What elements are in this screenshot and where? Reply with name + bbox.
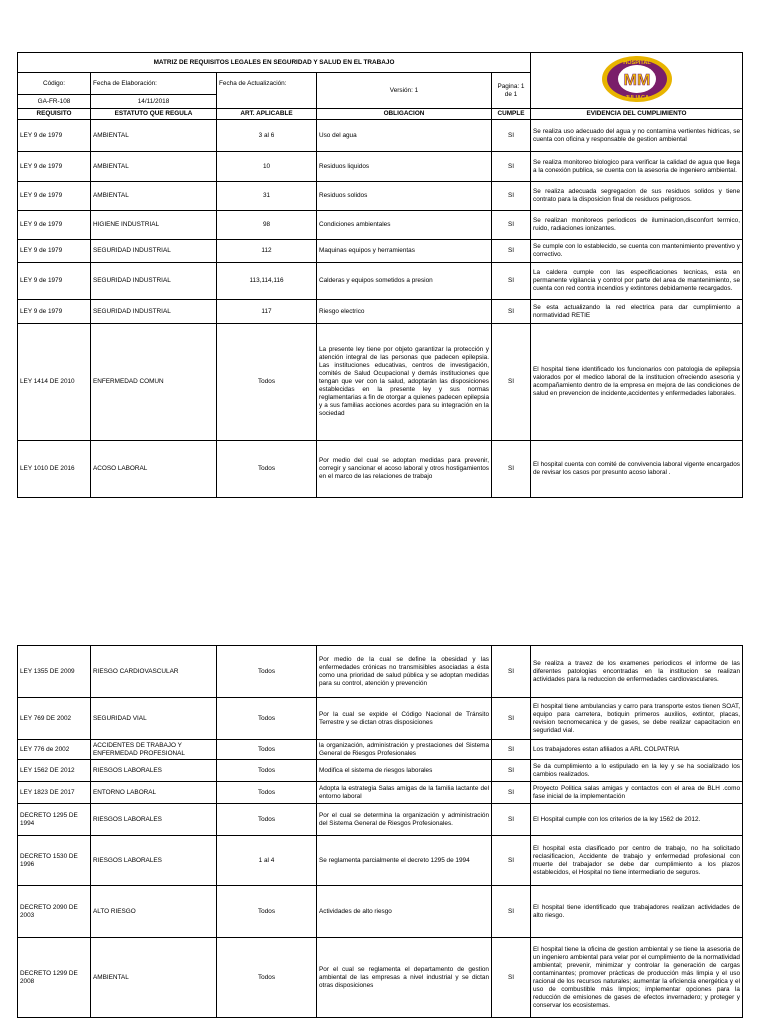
cell-estatuto: RIESGO CARDIOVASCULAR [91, 646, 217, 698]
table-body-page1 [18, 120, 743, 498]
cell-estatuto: RIESGOS LABORALES [91, 804, 217, 836]
table-row [18, 211, 743, 240]
cell-evidencia: El hospital tiene identificado los funcionarios con patologia de epilepsia valorados por el medico laboral de la institucion ofreciendo asesoria y acompañamiento dentro de la empresa en mejora de las condiciones de salud en prevencion de incidente,accidentes y enfermedades laborales. [531, 324, 743, 441]
cell-cumple: SI [492, 938, 531, 1018]
cell-art: 112 [217, 240, 317, 263]
cell-requisito: LEY 9 de 1979 [18, 263, 91, 300]
cell-evidencia: El hospital tiene la oficina de gestion ambiental y se tiene la asesoria de un ingeniero ambiental para velar por el cumplimiento de la normatividad ambiental; prevenir, minimizar y controlar la generación de cargas contaminantes; promover prácticas de producción más limpia y el uso racional de los recursos naturales; aumentar la eficiencia energética y el uso de combustible más limpios; implementar opciones para la reducción de emisiones de gases de efectos invernadero; y proteger y conservar los ecosistemas. [531, 938, 743, 1018]
cell-art: Todos [217, 760, 317, 782]
cell-art: 1 al 4 [217, 836, 317, 886]
cell-estatuto: AMBIENTAL [91, 152, 217, 182]
cell-cumple: SI [492, 240, 531, 263]
cell-obligacion: Por medio del cual se adoptan medidas para prevenir, corregir y sancionar el acoso laboral y otros hostigamientos en el marco de las relaciones de trabajo [317, 441, 492, 498]
cell-obligacion: Residuos liquidos [317, 152, 492, 182]
cell-cumple: SI [492, 441, 531, 498]
cell-obligacion: Se reglamenta parcialmente el decreto 1295 de 1994 [317, 836, 492, 886]
logo-top-text: HOSPITAL [622, 60, 651, 66]
cell-evidencia: Se realizan monitoreos periodicos de iluminacion,disconfort termico, ruido, radiaciones ionizantes. [531, 211, 743, 240]
cell-evidencia: Se da cumplimiento a lo estipulado en la ley y se ha socializado los cambios realizados. [531, 760, 743, 782]
cell-requisito: LEY 9 de 1979 [18, 300, 91, 324]
cell-cumple: SI [492, 152, 531, 182]
table-row [18, 120, 743, 152]
cell-art: Todos [217, 698, 317, 740]
cell-cumple: SI [492, 324, 531, 441]
cell-obligacion: Modifica el sistema de riesgos laborales [317, 760, 492, 782]
cell-estatuto: AMBIENTAL [91, 182, 217, 211]
cell-evidencia: Los trabajadores estan afiliados a ARL COLPATRIA [531, 740, 743, 760]
cell-obligacion: Uso del agua [317, 120, 492, 152]
cell-requisito: DECRETO 1295 DE 1994 [18, 804, 91, 836]
cell-art: Todos [217, 646, 317, 698]
cell-art: Todos [217, 324, 317, 441]
cell-requisito: DECRETO 1299 DE 2008 [18, 938, 91, 1018]
cell-evidencia: El Hospital cumple con los criterios de la ley 1562 de 2012. [531, 804, 743, 836]
cell-cumple: SI [492, 886, 531, 938]
cell-art: Todos [217, 441, 317, 498]
cell-art: 3 al 6 [217, 120, 317, 152]
cell-obligacion: Actividades de alto riesgo [317, 886, 492, 938]
cell-art: 10 [217, 152, 317, 182]
table-row [18, 782, 743, 804]
table-row [18, 804, 743, 836]
logo-letters: MM [623, 72, 650, 89]
cell-art: Todos [217, 886, 317, 938]
cell-requisito: DECRETO 1530 DE 1996 [18, 836, 91, 886]
cell-evidencia: Se realiza uso adecuado del agua y no contamina vertientes hidricas, se cuenta con oficina y responsable de gestion ambiental [531, 120, 743, 152]
cell-estatuto: RIESGOS LABORALES [91, 836, 217, 886]
cell-requisito: LEY 9 de 1979 [18, 211, 91, 240]
cell-requisito: LEY 1010 DE 2016 [18, 441, 91, 498]
col-estatuto: ESTATUTO QUE REGULA [91, 109, 217, 120]
cell-obligacion: Por el cual se determina la organización y administración del Sistema General de Riesgos Profesionales. [317, 804, 492, 836]
cell-cumple: SI [492, 760, 531, 782]
table-row [18, 698, 743, 740]
cell-evidencia: Se realiza monitoreo biologico para verificar la calidad de agua que llega a la conexión publica, se cuenta con la asesoria de ingeniero ambiental. [531, 152, 743, 182]
cell-cumple: SI [492, 740, 531, 760]
table-row [18, 886, 743, 938]
cell-estatuto: HIGIENE INDUSTRIAL [91, 211, 217, 240]
table-row [18, 836, 743, 886]
cell-requisito: LEY 1355 DE 2009 [18, 646, 91, 698]
cell-estatuto: AMBIENTAL [91, 120, 217, 152]
cell-obligacion: Maquinas equipos y herramientas [317, 240, 492, 263]
cell-obligacion: Por medio de la cual se define la obesidad y las enfermedades crónicas no transmisibles asociadas a ésta como una prioridad de salud pública y se adoptan medidas para su control, atención y prevención [317, 646, 492, 698]
cell-estatuto: SEGURIDAD INDUSTRIAL [91, 263, 217, 300]
codigo-label: Código: [18, 73, 91, 95]
cell-estatuto: ALTO RIESGO [91, 886, 217, 938]
cell-cumple: SI [492, 211, 531, 240]
cell-obligacion: Residuos solidos [317, 182, 492, 211]
cell-cumple: SI [492, 782, 531, 804]
col-requisito: REQUISITO [18, 109, 91, 120]
cell-requisito: LEY 9 de 1979 [18, 120, 91, 152]
cell-evidencia: El hospital esta clasificado por centro de trabajo, no ha solicitado reclasificacion, Accidente de trabajo y enfermedad profesional con muerte del trabajador se debe dar cumplimiento a los plazos establecidos, el Hospital no tiene intermediario de seguros. [531, 836, 743, 886]
cell-cumple: SI [492, 300, 531, 324]
cell-requisito: LEY 776 de 2002 [18, 740, 91, 760]
cell-evidencia: Se realiza a travez de los examenes periodicos el informe de las diferentes patologias encontradas en la institucion se realizan actividades para la reduccion de enfermedades cardiovasculares. [531, 646, 743, 698]
actualizacion-label: Fecha de Actualización: [217, 73, 317, 95]
cell-evidencia: El hospital cuenta con comité de convivencia laboral vigente encargados de revisar los casos por presunto acoso laboral . [531, 441, 743, 498]
col-obligacion: OBLIGACION [317, 109, 492, 120]
table-row [18, 263, 743, 300]
cell-cumple: SI [492, 698, 531, 740]
cell-evidencia: Se esta actualizando la red electrica para dar cumplimiento a normatividad RETIE [531, 300, 743, 324]
table-row [18, 938, 743, 1018]
actualizacion-value [217, 95, 317, 109]
legal-matrix-table-page2 [17, 645, 743, 1018]
legal-matrix-table-page1 [17, 52, 743, 498]
cell-art: Todos [217, 804, 317, 836]
document-title: MATRIZ DE REQUISITOS LEGALES EN SEGURIDAD Y SALUD EN EL TRABAJO [18, 53, 531, 73]
cell-art: Todos [217, 740, 317, 760]
codigo-value: GA-FR-108 [18, 95, 91, 109]
cell-requisito: LEY 9 de 1979 [18, 240, 91, 263]
cell-cumple: SI [492, 804, 531, 836]
cell-art: 31 [217, 182, 317, 211]
cell-obligacion: Por la cual se expide el Código Nacional de Tránsito Terrestre y se dictan otras disposiciones [317, 698, 492, 740]
cell-estatuto: AMBIENTAL [91, 938, 217, 1018]
cell-estatuto: SEGURIDAD INDUSTRIAL [91, 300, 217, 324]
table-row [18, 324, 743, 441]
cell-requisito: LEY 9 de 1979 [18, 152, 91, 182]
cell-estatuto: SEGURIDAD INDUSTRIAL [91, 240, 217, 263]
cell-evidencia: El hospital tiene ambulancias y carro para transporte estos tienen SOAT, equipo para carretera, botiquin primeros auxilios, extintor, placas, revision tecnomecanica y de gases, se debe realizar capacitacion en seguridad vial. [531, 698, 743, 740]
cell-requisito: LEY 1414 DE 2010 [18, 324, 91, 441]
cell-obligacion: La presente ley tiene por objeto garantizar la protección y atención integral de las personas que padecen epilepsia. Las instituciones educativas, centros de investigación, comités de Salud Ocupacional y demás instituciones que tengan que ver con la salud, adoptarán las disposiciones establecidas en la presente ley y sus normas reglamentarias a fin de otorgar a quienes padecen epilepsia y a sus familias acciones acordes para su integración en la sociedad [317, 324, 492, 441]
cell-cumple: SI [492, 120, 531, 152]
cell-evidencia: Proyecto Politica salas amigas y contactos con el area de BLH .como fase inicial de la implementación [531, 782, 743, 804]
cell-requisito: LEY 1562 DE 2012 [18, 760, 91, 782]
cell-requisito: DECRETO 2090 DE 2003 [18, 886, 91, 938]
cell-estatuto: ENFERMEDAD COMUN [91, 324, 217, 441]
cell-estatuto: ACOSO LABORAL [91, 441, 217, 498]
cell-obligacion: Condiciones ambientales [317, 211, 492, 240]
page-label: Pagina: 1 de 1 [492, 73, 531, 109]
version-label: Versión: 1 [317, 73, 492, 109]
cell-requisito: LEY 1823 DE 2017 [18, 782, 91, 804]
cell-cumple: SI [492, 182, 531, 211]
col-art: ART. APLICABLE [217, 109, 317, 120]
elaboracion-label: Fecha de Elaboración: [91, 73, 217, 95]
cell-evidencia: Se cumple con lo establecido, se cuenta con mantenimiento preventivo y correctivo. [531, 240, 743, 263]
cell-cumple: SI [492, 263, 531, 300]
cell-obligacion: Calderas y equipos sometidos a presion [317, 263, 492, 300]
cell-art: 113,114,116 [217, 263, 317, 300]
table-row [18, 240, 743, 263]
table-row [18, 441, 743, 498]
cell-cumple: SI [492, 836, 531, 886]
cell-requisito: LEY 769 DE 2002 [18, 698, 91, 740]
cell-obligacion: Adopta la estrategia Salas amigas de la familia lactante del entorno laboral [317, 782, 492, 804]
cell-evidencia: Se realiza adecuada segregacion de sus residuos solidos y tiene contrato para la disposicion final de residuos peligrosos. [531, 182, 743, 211]
cell-evidencia: El hospital tiene identificado que trabajadores realizan actividades de alto riesgo. [531, 886, 743, 938]
cell-requisito: LEY 9 de 1979 [18, 182, 91, 211]
cell-estatuto: ENTORNO LABORAL [91, 782, 217, 804]
cell-estatuto: RIESGOS LABORALES [91, 760, 217, 782]
col-evidencia: EVIDENCIA DEL CUMPLIMIENTO [531, 109, 743, 120]
table-row [18, 300, 743, 324]
elaboracion-value: 14/11/2018 [91, 95, 217, 109]
cell-art: 117 [217, 300, 317, 324]
cell-art: Todos [217, 938, 317, 1018]
cell-obligacion: la organización, administración y prestaciones del Sistema General de Riesgos Profesionales [317, 740, 492, 760]
hospital-logo-icon [600, 54, 674, 104]
column-header-row [18, 109, 743, 120]
table-row [18, 740, 743, 760]
cell-estatuto: ACCIDENTES DE TRABAJO Y ENFERMEDAD PROFESIONAL [91, 740, 217, 760]
col-cumple: CUMPLE [492, 109, 531, 120]
table-body-page2 [18, 646, 743, 1018]
cell-art: Todos [217, 782, 317, 804]
hospital-logo [531, 53, 743, 109]
cell-evidencia: La caldera cumple con las especificaciones tecnicas, esta en permanente vigilancia y control por parte del area de mantenimiento, se cuenta con red contra incendios y extintores debidamente recargados. [531, 263, 743, 300]
cell-obligacion: Por el cual se reglamenta el departamento de gestion ambiental de las empresas a nivel industrial y se dictan otras disposiciones [317, 938, 492, 1018]
cell-estatuto: SEGURIDAD VIAL [91, 698, 217, 740]
cell-art: 98 [217, 211, 317, 240]
table-row [18, 760, 743, 782]
table-row [18, 182, 743, 211]
cell-obligacion: Riesgo electrico [317, 300, 492, 324]
table-row [18, 646, 743, 698]
table-row [18, 152, 743, 182]
cell-cumple: SI [492, 646, 531, 698]
logo-bottom-text: JULIACA [624, 95, 649, 101]
